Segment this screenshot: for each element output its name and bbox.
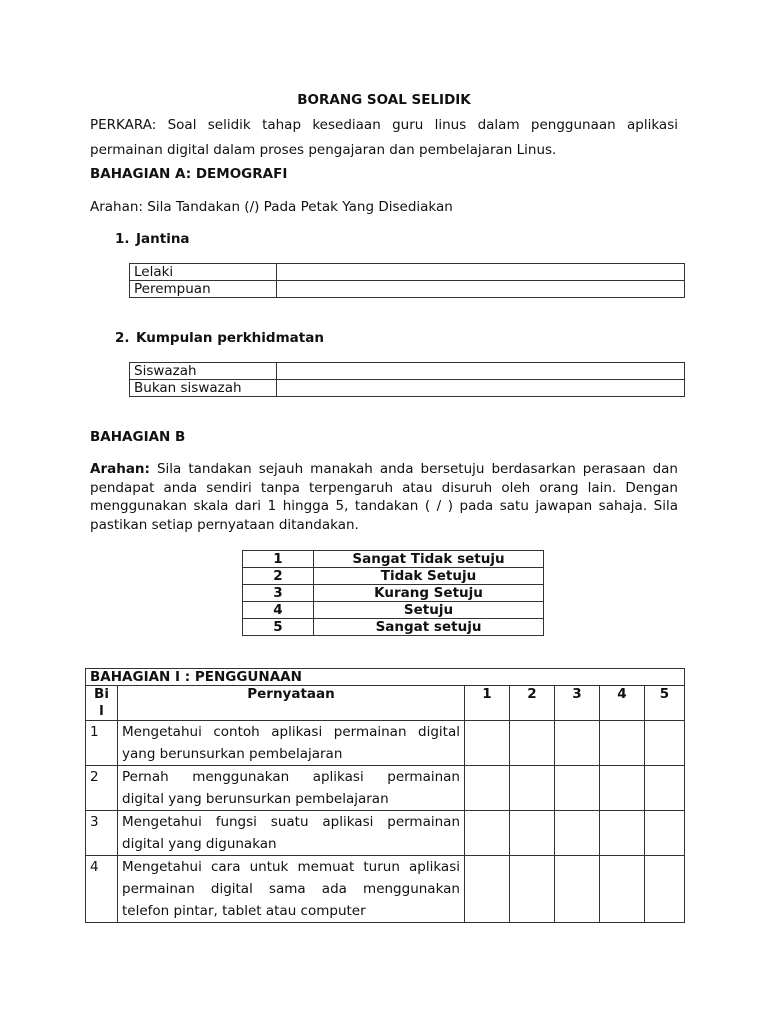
checkbox-cell[interactable] (277, 264, 685, 281)
checkbox-cell[interactable] (277, 380, 685, 397)
arahan-text: Sila tandakan sejauh manakah anda bersetuju berdasarkan perasaan dan pendapat anda sendiri tanpa terpengaruh atau disuruh oleh orang lain. Dengan menggunakan skala dari 1 hingga 5, tandakan ( / ) pada satu jawapan sahaja. Sila pastikan setiap pernyataan ditandakan. (90, 461, 678, 533)
scale-label: Sangat Tidak setuju (314, 551, 544, 568)
row-bil: 4 (86, 856, 118, 923)
scale-label: Sangat setuju (314, 619, 544, 636)
option-label: Bukan siswazah (130, 380, 277, 397)
rating-cell-4[interactable] (600, 721, 645, 766)
row-bil: 3 (86, 811, 118, 856)
kumpulan-table (129, 362, 685, 397)
row-pernyataan: Mengetahui fungsi suatu aplikasi permainan digital yang digunakan (118, 811, 465, 856)
rating-cell-5[interactable] (645, 766, 685, 811)
option-label: Perempuan (130, 281, 277, 298)
rating-cell-1[interactable] (465, 766, 510, 811)
table-row (243, 585, 544, 602)
rating-cell-2[interactable] (510, 856, 555, 923)
column-scale-3: 3 (555, 686, 600, 721)
rating-cell-1[interactable] (465, 811, 510, 856)
rating-cell-5[interactable] (645, 721, 685, 766)
rating-cell-1[interactable] (465, 856, 510, 923)
scale-label: Kurang Setuju (314, 585, 544, 602)
column-scale-4: 4 (600, 686, 645, 721)
row-bil: 1 (86, 721, 118, 766)
bahagian-b-heading: BAHAGIAN B (90, 429, 186, 445)
rating-cell-2[interactable] (510, 721, 555, 766)
rating-cell-4[interactable] (600, 811, 645, 856)
jantina-table (129, 263, 685, 298)
column-bil: Bi l (86, 686, 118, 721)
option-label: Lelaki (130, 264, 277, 281)
rating-cell-4[interactable] (600, 856, 645, 923)
option-label: Siswazah (130, 363, 277, 380)
row-pernyataan: Mengetahui contoh aplikasi permainan digital yang berunsurkan pembelajaran (118, 721, 465, 766)
table-row (86, 856, 685, 923)
table-row (86, 811, 685, 856)
table-row (130, 363, 685, 380)
question-2-number: 2. (115, 330, 130, 346)
rating-cell-3[interactable] (555, 856, 600, 923)
checkbox-cell[interactable] (277, 281, 685, 298)
table-row (243, 568, 544, 585)
question-1-label: Jantina (136, 231, 190, 247)
bahagian-b-arahan (90, 460, 678, 534)
table-row (86, 721, 685, 766)
rating-cell-5[interactable] (645, 811, 685, 856)
table-section-header (86, 669, 685, 686)
scale-number: 5 (243, 619, 314, 636)
table-row (130, 264, 685, 281)
table-row (86, 766, 685, 811)
question-1-number: 1. (115, 231, 130, 247)
scale-number: 1 (243, 551, 314, 568)
bahagian-a-heading: BAHAGIAN A: DEMOGRAFI (90, 166, 288, 182)
column-scale-1: 1 (465, 686, 510, 721)
question-2-label: Kumpulan perkhidmatan (136, 330, 324, 346)
row-pernyataan: Mengetahui cara untuk memuat turun aplikasi permainan digital sama ada menggunakan telefon pintar, tablet atau computer (118, 856, 465, 923)
perkara-paragraph: PERKARA: Soal selidik tahap kesediaan guru linus dalam penggunaan aplikasi permainan digital dalam proses pengajaran dan pembelajaran Linus. (90, 117, 678, 158)
rating-cell-2[interactable] (510, 811, 555, 856)
rating-cell-1[interactable] (465, 721, 510, 766)
scale-number: 2 (243, 568, 314, 585)
bahagian-i-heading: BAHAGIAN I : PENGGUNAAN (86, 669, 685, 686)
bahagian-a-arahan: Arahan: Sila Tandakan (/) Pada Petak Yang Disediakan (90, 199, 453, 215)
scale-number: 4 (243, 602, 314, 619)
rating-cell-5[interactable] (645, 856, 685, 923)
rating-cell-3[interactable] (555, 811, 600, 856)
rating-cell-4[interactable] (600, 766, 645, 811)
penggunaan-table (85, 668, 685, 923)
table-row (243, 619, 544, 636)
scale-label: Tidak Setuju (314, 568, 544, 585)
row-bil: 2 (86, 766, 118, 811)
table-row (130, 380, 685, 397)
scale-number: 3 (243, 585, 314, 602)
row-pernyataan: Pernah menggunakan aplikasi permainan digital yang berunsurkan pembelajaran (118, 766, 465, 811)
table-header-row (86, 686, 685, 721)
rating-cell-3[interactable] (555, 721, 600, 766)
checkbox-cell[interactable] (277, 363, 685, 380)
table-row (243, 551, 544, 568)
column-scale-2: 2 (510, 686, 555, 721)
table-row (243, 602, 544, 619)
scale-table (242, 550, 544, 636)
form-title: BORANG SOAL SELIDIK (297, 92, 471, 108)
table-row (130, 281, 685, 298)
rating-cell-2[interactable] (510, 766, 555, 811)
scale-label: Setuju (314, 602, 544, 619)
rating-cell-3[interactable] (555, 766, 600, 811)
arahan-label: Arahan: (90, 461, 150, 477)
column-scale-5: 5 (645, 686, 685, 721)
column-pernyataan: Pernyataan (118, 686, 465, 721)
